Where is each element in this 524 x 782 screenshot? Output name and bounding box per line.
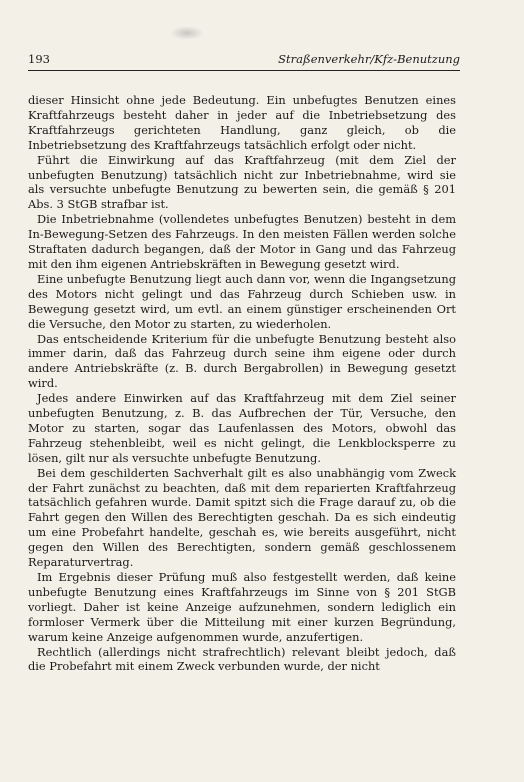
paragraph-1: dieser Hinsicht ohne jede Bedeutung. Ein unbefugtes Benutzen eines Kraftfahrzeugs besteht daher in jeder auf die Inbetriebsetzung des Kraftfahrzeugs gerichteten Handlung, ganz gleich, ob die Inbetriebsetzung des Kraftfahrzeugs tatsächlich erfolgt oder nicht. bbox=[28, 93, 456, 152]
paragraph-6: Jedes andere Einwirken auf das Kraftfahrzeug mit dem Ziel seiner unbefugten Benutzung, z. B. das Aufbrechen der Tür, Versuche, den Motor zu starten, sogar das Laufenlassen des Motors, obwohl das Fahrzeug stehenbleibt, weil es nicht gelingt, die Lenkblocksperre zu lösen, gilt nur als versuchte unbefugte Benutzung. bbox=[28, 391, 456, 465]
paragraph-5: Das entscheidende Kriterium für die unbefugte Benutzung besteht also immer darin, daß das Fahrzeug durch seine ihm eigene oder durch andere Antriebskräfte (z. B. durch Bergabrollen) in Bewegung gesetzt wird. bbox=[28, 331, 456, 391]
running-title: Straßenverkehr/Kfz-Benutzung bbox=[278, 52, 460, 66]
page-number: 193 bbox=[28, 52, 50, 66]
body-text bbox=[28, 93, 456, 674]
paragraph-9: Rechtlich (allerdings nicht strafrechtlich) relevant bleibt jedoch, daß die Probefahrt mit einem Zweck verbunden wurde, der nicht bbox=[28, 644, 456, 674]
paragraph-2: Führt die Einwirkung auf das Kraftfahrzeug (mit dem Ziel der unbefugten Benutzung) tatsächlich nicht zur Inbetriebnahme, wird sie als versuchte unbefugte Benutzung zu bewerten sein, die gemäß § 201 Abs. 3 StGB strafbar ist. bbox=[28, 152, 456, 212]
paragraph-3: Die Inbetriebnahme (vollendetes unbefugtes Benutzen) besteht in dem In-Bewegung-Setzen des Fahrzeugs. In den meisten Fällen werden solche Straftaten dadurch begangen, daß der Motor in Gang und das Fahrzeug mit den ihm eigenen Antriebskräften in Bewegung gesetzt wird. bbox=[28, 212, 456, 271]
paragraph-8: Im Ergebnis dieser Prüfung muß also festgestellt werden, daß keine unbefugte Benutzung eines Kraftfahrzeugs im Sinne von § 201 StGB vorliegt. Daher ist keine Anzeige aufzunehmen, sondern lediglich ein formloser Vermerk über die Mitteilung mit einer kurzen Begründung, warum keine Anzeige aufgenommen wurde, anzufertigen. bbox=[28, 570, 456, 644]
page-smudge bbox=[170, 26, 204, 40]
running-header bbox=[28, 52, 460, 66]
header-rule bbox=[28, 70, 460, 71]
paragraph-4: Eine unbefugte Benutzung liegt auch dann vor, wenn die Ingangsetzung des Motors nicht gelingt und das Fahrzeug durch Schieben usw. in Bewegung gesetzt wird, um evtl. an einem günstiger erscheinenden Ort die Versuche, den Motor zu starten, zu wiederholen. bbox=[28, 271, 456, 331]
paragraph-7: Bei dem geschilderten Sachverhalt gilt es also unabhängig vom Zweck der Fahrt zunächst zu beachten, daß mit dem reparierten Kraftfahrzeug tatsächlich gefahren wurde. Damit spitzt sich die Frage darauf zu, ob die Fahrt gegen den Willen des Berechtigten geschah. Da es sich eindeutig um eine Probefahrt handelte, geschah es, wie bereits ausgeführt, nicht gegen den Willen des Berechtigten, sondern gemäß geschlossenem Reparaturvertrag. bbox=[28, 465, 456, 570]
